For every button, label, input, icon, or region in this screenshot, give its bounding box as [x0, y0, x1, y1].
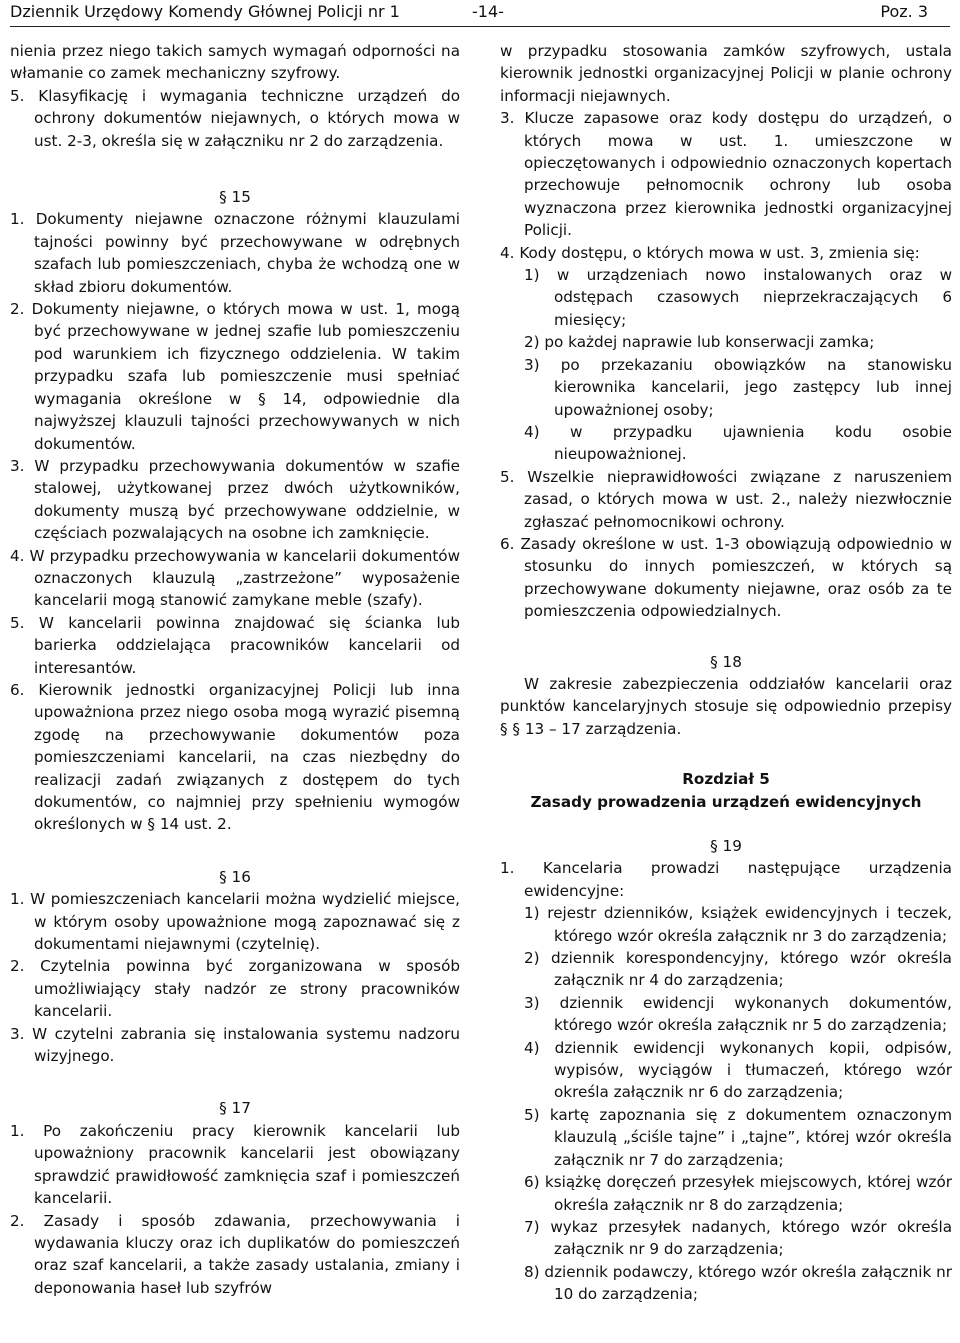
list-item: 4) w przypadku ujawnienia kodu osobie nieupoważnionej. [524, 422, 952, 464]
list-item: 1) rejestr dzienników, książek ewidencyjnych i teczek, którego wzór określa załącznik nr 3 do zarządzenia; [524, 904, 952, 945]
chapter-title: Zasady prowadzenia urządzeń ewidencyjnych [530, 792, 922, 811]
section-heading: § 17 [219, 1099, 251, 1118]
list-item: 6) książkę doręczeń przesyłek miejscowych, której wzór określa załącznik nr 8 do zarządzenia; [524, 1173, 952, 1214]
paragraph: W zakresie zabezpieczenia oddziałów kancelarii oraz punktów kancelaryjnych stosuje się odpowiednio przepisy § § 13 – 17 zarządzenia. [500, 674, 952, 738]
list-item: 3) dziennik ewidencji wykonanych dokumentów, którego wzór określa załącznik nr 5 do zarządzenia; [524, 993, 952, 1035]
list-item: 2) po każdej naprawie lub konserwacji zamka; [524, 333, 875, 352]
section-heading: § 15 [219, 188, 251, 207]
paragraph: 4. W przypadku przechowywania w kancelarii dokumentów oznaczonych klauzulą „zastrzeżone” wyposażenie kancelarii mogą stanowić zamykane meble (szafy). [10, 546, 460, 610]
right-column [500, 40, 952, 1306]
list-item: 1) w urządzeniach nowo instalowanych oraz w odstępach czasowych nieprzekraczających 6 miesięcy; [524, 266, 952, 329]
paragraph: nienia przez niego takich samych wymagań odporności na włamanie co zamek mechaniczny szyfrowy. [10, 42, 460, 83]
paragraph: 1. W pomieszczeniach kancelarii można wydzielić miejsce, w którym osoby upoważnione mogą zapoznawać się z dokumentami niejawnymi (czytelnię). [10, 890, 460, 954]
paragraph: 1. Dokumenty niejawne oznaczone różnymi klauzulami tajności powinny być przechowywane w odrębnych szafach lub pomieszczeniach, chyba że wchodzą one w skład zbioru dokumentów. [10, 210, 460, 296]
section-heading: § 16 [219, 867, 251, 886]
list-item: 3) po przekazaniu obowiązków na stanowisku kierownika kancelarii, jego zastępcy lub innej upoważnionej osoby; [524, 355, 952, 419]
chapter-number: Rozdział 5 [682, 770, 770, 789]
list-item: 8) dziennik podawczy, którego wzór określa załącznik nr 10 do zarządzenia; [524, 1262, 952, 1304]
paragraph: 2. Zasady i sposób zdawania, przechowywania i wydawania kluczy oraz ich duplikatów do pomieszczeń oraz szaf kancelarii, a także zasady ustalania, zmiany i deponowania haseł lub szyfrów [10, 1211, 460, 1297]
journal-title: Dziennik Urzędowy Komendy Głównej Policji nr 1 [10, 2, 400, 21]
paragraph: 3. W przypadku przechowywania dokumentów w szafie stalowej, użytkowanej przez dwóch użytkowników, dokumenty muszą być przechowywane oddzielnie, w częściach pozwalających na osobne ich zamknięcie. [10, 456, 460, 543]
page-number: -14- [472, 2, 504, 21]
paragraph: 6. Kierownik jednostki organizacyjnej Policji lub inna upoważniona przez niego osoba mogą wyrazić pisemną zgodę na przechowywanie dokumentów poza pomieszczeniami kancelarii, na czas niezbędny do realizacji zadań związanych z dostępem do tych dokumentów, co najmniej przy spełnieniu wymogów określonych w § 14 ust. 2. [10, 680, 460, 834]
list-item: 7) wykaz przesyłek nadanych, którego wzór określa załącznik nr 9 do zarządzenia; [524, 1217, 952, 1259]
paragraph: w przypadku stosowania zamków szyfrowych, ustala kierownik jednostki organizacyjnej Policji w planie ochrony informacji niejawnych. [500, 42, 952, 105]
paragraph: 5. Klasyfikację i wymagania techniczne urządzeń do ochrony dokumentów niejawnych, o których mowa w ust. 2-3, określa się w załączniku nr 2 do zarządzenia. [10, 86, 460, 150]
paragraph: 3. W czytelni zabrania się instalowania systemu nadzoru wizyjnego. [10, 1024, 460, 1066]
paragraph: 3. Klucze zapasowe oraz kody dostępu do urządzeń, o których mowa w ust. 1. umieszczone w opieczętowanych i odpowiednio oznaczonych kopertach przechowuje pełnomocnik ochrony lub osoba wyznaczona przez kierownika jednostki organizacyjnej Policji. [500, 109, 952, 240]
paragraph: 5. Wszelkie nieprawidłowości związane z naruszeniem zasad, o których mowa w ust. 2., należy niezwłocznie zgłaszać pełnomocnikowi ochrony. [500, 467, 952, 531]
list-item: 2) dziennik korespondencyjny, którego wzór określa załącznik nr 4 do zarządzenia; [524, 949, 952, 990]
page-header [10, 2, 950, 27]
paragraph: 2. Dokumenty niejawne, o których mowa w ust. 1, mogą być przechowywane w jednej szafie lub pomieszczeniu pod warunkiem ich fizycznego oddzielenia. W takim przypadku szafa lub pomieszczenie musi spełniać wymagania określone w § 14, odpowiednie dla najwyższej klauzuli tajności przechowywanych w nich dokumentów. [10, 300, 460, 453]
paragraph: 4. Kody dostępu, o których mowa w ust. 3, zmienia się: [500, 243, 920, 262]
section-heading: § 18 [710, 652, 742, 671]
list-item: 5) kartę zapoznania się z dokumentem oznaczonym klauzulą „ściśle tajne” i „tajne”, której wzór określa załącznik nr 7 do zarządzenia; [524, 1105, 952, 1169]
section-heading: § 19 [710, 837, 742, 855]
list-item: 4) dziennik ewidencji wykonanych kopii, odpisów, wypisów, wyciągów i tłumaczeń, którego wzór określa załącznik nr 6 do zarządzenia; [524, 1038, 952, 1102]
left-column [10, 40, 460, 1299]
paragraph: 2. Czytelnia powinna być zorganizowana w sposób umożliwiający stały nadzór ze strony pracowników kancelarii. [10, 957, 460, 1021]
paragraph: 1. Po zakończeniu pracy kierownik kancelarii lub upoważniony pracownik kancelarii jest obowiązany sprawdzić prawidłowość zamknięcia szaf i pomieszczeń kancelarii. [10, 1121, 460, 1208]
paragraph: 5. W kancelarii powinna znajdować się ścianka lub barierka oddzielająca pracowników kancelarii od interesantów. [10, 613, 460, 677]
position-number: Poz. 3 [880, 2, 928, 21]
paragraph: 6. Zasady określone w ust. 1-3 obowiązują odpowiednio w stosunku do innych pomieszczeń, w których są przechowywane dokumenty niejawne, oraz osób za te pomieszczenia odpowiedzialnych. [500, 534, 952, 621]
paragraph: 1. Kancelaria prowadzi następujące urządzenia ewidencyjne: [500, 859, 952, 900]
